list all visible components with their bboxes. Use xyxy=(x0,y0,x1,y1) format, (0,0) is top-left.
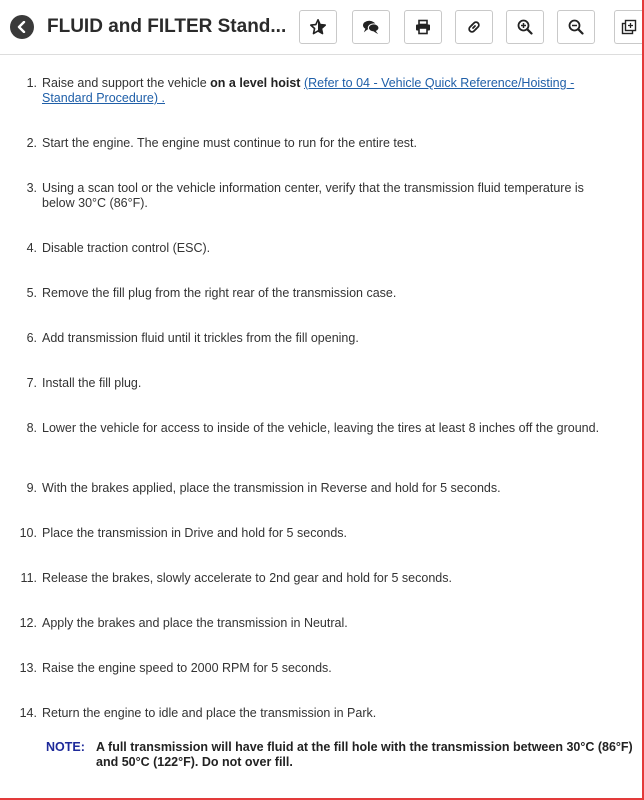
step-text: Lower the vehicle for access to inside of the vehicle, leaving the tires at least 8 inches off the ground. xyxy=(42,421,600,435)
step-text: Place the transmission in Drive and hold for 5 seconds. xyxy=(42,526,348,540)
step-number: 6. xyxy=(26,331,37,345)
zoom-in-icon xyxy=(517,19,533,35)
print-icon xyxy=(415,19,431,35)
chevron-left-icon xyxy=(16,21,28,33)
new-window-button[interactable] xyxy=(614,10,642,44)
link-icon xyxy=(466,19,482,35)
hoisting-reference-link[interactable]: (Refer to 04 - Vehicle Quick Reference/Hoisting - Standard Procedure) xyxy=(42,76,575,105)
step-text: Return the engine to idle and place the transmission in Park. xyxy=(42,706,377,720)
step-number: 14. xyxy=(19,706,37,720)
print-button[interactable] xyxy=(404,10,442,44)
step-number: 1. xyxy=(26,76,37,90)
step-text: Using a scan tool or the vehicle information center, verify that the transmission fluid temperature is below 30°C (86°F). xyxy=(42,181,584,210)
note-label: NOTE: xyxy=(46,740,85,754)
step-number: 11. xyxy=(20,571,37,585)
step-text: Apply the brakes and place the transmission in Neutral. xyxy=(42,616,348,630)
page-title: FLUID and FILTER Stand... xyxy=(47,16,287,37)
step-number: 2. xyxy=(26,136,37,150)
step-text: Release the brakes, slowly accelerate to 2nd gear and hold for 5 seconds. xyxy=(42,571,452,585)
procedure-content xyxy=(0,55,642,795)
step-number: 4. xyxy=(26,241,37,255)
zoom-in-button[interactable] xyxy=(506,10,544,44)
step-text: With the brakes applied, place the transmission in Reverse and hold for 5 seconds. xyxy=(42,481,501,495)
step-number: 8. xyxy=(26,421,37,435)
step-number: 7. xyxy=(26,376,37,390)
comments-button[interactable] xyxy=(352,10,390,44)
step-text: Raise the engine speed to 2000 RPM for 5 seconds. xyxy=(42,661,332,675)
step-text: Disable traction control (ESC). xyxy=(42,241,211,255)
emphasis-text: on a level hoist xyxy=(210,76,301,90)
step-number: 12. xyxy=(19,616,37,630)
zoom-out-icon xyxy=(568,19,584,35)
step-text: Remove the fill plug from the right rear of the transmission case. xyxy=(42,286,397,300)
step-text: Install the fill plug. xyxy=(42,376,142,390)
star-icon xyxy=(309,18,327,36)
zoom-out-button[interactable] xyxy=(557,10,595,44)
step-number: 5. xyxy=(26,286,37,300)
copy-link-button[interactable] xyxy=(455,10,493,44)
favorite-button[interactable] xyxy=(299,10,337,44)
step-text: Add transmission fluid until it trickles from the fill opening. xyxy=(42,331,359,345)
note-text: A full transmission will have fluid at the fill hole with the transmission between 30°C (86°F) and 50°C (122°F). Do not over fill. xyxy=(96,740,633,769)
header-toolbar xyxy=(0,0,642,55)
step-number: 13. xyxy=(19,661,37,675)
comments-icon xyxy=(362,19,380,35)
step-text: Raise and support the vehicle on a level hoist (Refer to 04 - Vehicle Quick Reference/Hoisting - Standard Procedure) . xyxy=(42,76,575,105)
step-number: 10. xyxy=(19,526,37,540)
step-text: Start the engine. The engine must continue to run for the entire test. xyxy=(42,136,417,150)
new-window-icon xyxy=(621,19,637,35)
step-number: 3. xyxy=(26,181,37,195)
step-number: 9. xyxy=(26,481,37,495)
back-button[interactable] xyxy=(10,15,34,39)
